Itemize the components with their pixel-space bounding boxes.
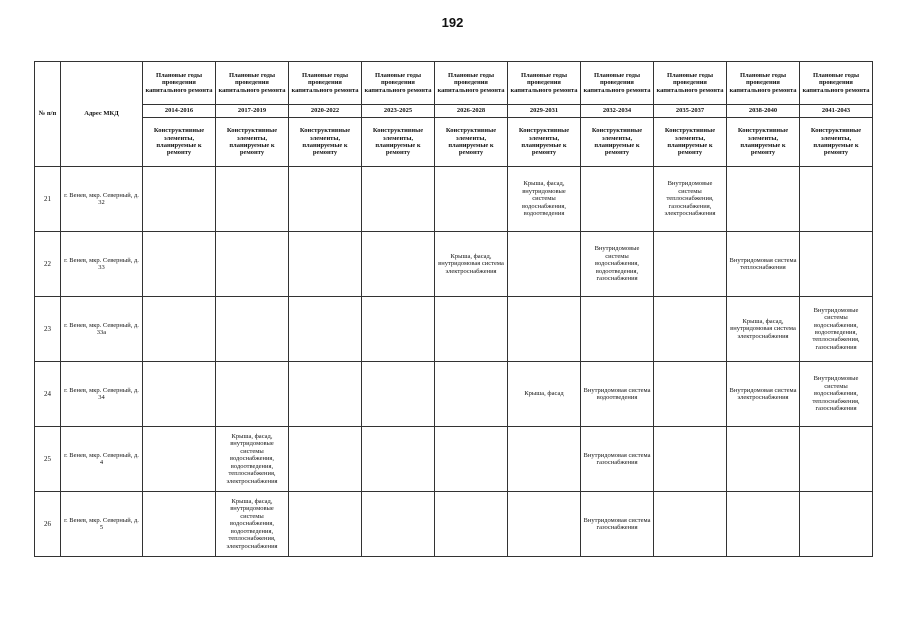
column-header-number: № п/п xyxy=(35,62,61,167)
period-years: 2020-2022 xyxy=(289,105,362,118)
repair-cell xyxy=(289,297,362,362)
repair-cell xyxy=(143,297,216,362)
repair-cell xyxy=(581,297,654,362)
repair-cell xyxy=(727,167,800,232)
period-years: 2023-2025 xyxy=(362,105,435,118)
repair-cell xyxy=(216,232,289,297)
row-address: г. Венев, мкр. Северный, д. 33 xyxy=(61,232,143,297)
row-number: 23 xyxy=(35,297,61,362)
repair-cell: Внутридомовая система теплоснабжения xyxy=(727,232,800,297)
header-row-elements xyxy=(35,118,873,167)
repair-cell xyxy=(727,427,800,492)
repair-cell xyxy=(654,297,727,362)
table-row xyxy=(35,232,873,297)
repair-cell xyxy=(362,362,435,427)
period-title: Плановые годы проведения капитального ремонта xyxy=(216,62,289,105)
row-address: г. Венев, мкр. Северный, д. 4 xyxy=(61,427,143,492)
table-row xyxy=(35,297,873,362)
elements-label: Конструктивные элементы, планируемые к ремонту xyxy=(654,118,727,167)
repair-cell xyxy=(216,167,289,232)
row-number: 26 xyxy=(35,492,61,557)
header-row-years xyxy=(35,105,873,118)
repair-cell xyxy=(800,167,873,232)
period-years: 2017-2019 xyxy=(216,105,289,118)
repair-cell: Внутридомовая система газоснабжения xyxy=(581,427,654,492)
period-title: Плановые годы проведения капитального ремонта xyxy=(143,62,216,105)
repair-cell xyxy=(289,362,362,427)
period-years: 2014-2016 xyxy=(143,105,216,118)
repair-cell xyxy=(362,427,435,492)
repair-cell xyxy=(143,362,216,427)
period-years: 2038-2040 xyxy=(727,105,800,118)
repair-cell xyxy=(654,232,727,297)
repair-cell xyxy=(362,492,435,557)
repair-cell xyxy=(654,362,727,427)
repair-cell: Крыша, фасад, внутридомовые системы водоснабжения, водоотведения xyxy=(508,167,581,232)
repair-cell xyxy=(508,492,581,557)
elements-label: Конструктивные элементы, планируемые к ремонту xyxy=(289,118,362,167)
elements-label: Конструктивные элементы, планируемые к ремонту xyxy=(727,118,800,167)
repair-cell: Внутридомовая система газоснабжения xyxy=(581,492,654,557)
row-number: 22 xyxy=(35,232,61,297)
column-header-address: Адрес МКД xyxy=(61,62,143,167)
header-row-titles xyxy=(35,62,873,105)
repair-cell: Внутридомовая система электроснабжения xyxy=(727,362,800,427)
period-title: Плановые годы проведения капитального ремонта xyxy=(362,62,435,105)
period-years: 2041-2043 xyxy=(800,105,873,118)
period-title: Плановые годы проведения капитального ремонта xyxy=(435,62,508,105)
table-row xyxy=(35,492,873,557)
elements-label: Конструктивные элементы, планируемые к ремонту xyxy=(216,118,289,167)
repair-cell xyxy=(654,492,727,557)
repair-cell: Крыша, фасад, внутридомовые системы водоснабжения, водоотведения, теплоснабжения, электроснабжения xyxy=(216,427,289,492)
period-years: 2035-2037 xyxy=(654,105,727,118)
repair-cell: Внутридомовая система водоотведения xyxy=(581,362,654,427)
repair-cell: Крыша, фасад xyxy=(508,362,581,427)
elements-label: Конструктивные элементы, планируемые к ремонту xyxy=(143,118,216,167)
table-row xyxy=(35,362,873,427)
row-address: г. Венев, мкр. Северный, д. 32 xyxy=(61,167,143,232)
repair-cell xyxy=(581,167,654,232)
repair-cell xyxy=(143,167,216,232)
row-number: 24 xyxy=(35,362,61,427)
row-address: г. Венев, мкр. Северный, д. 33а xyxy=(61,297,143,362)
repair-cell xyxy=(289,232,362,297)
repair-cell xyxy=(289,167,362,232)
repair-cell xyxy=(362,232,435,297)
period-years: 2029-2031 xyxy=(508,105,581,118)
repair-cell xyxy=(289,427,362,492)
capital-repair-schedule-table xyxy=(34,61,873,557)
repair-cell: Внутридомовые системы водоснабжения, водоотведения, газоснабжения xyxy=(581,232,654,297)
repair-cell xyxy=(216,362,289,427)
period-title: Плановые годы проведения капитального ремонта xyxy=(800,62,873,105)
elements-label: Конструктивные элементы, планируемые к ремонту xyxy=(581,118,654,167)
repair-cell xyxy=(727,492,800,557)
repair-cell xyxy=(362,167,435,232)
table-row xyxy=(35,427,873,492)
repair-cell: Внутридомовые системы водоснабжения, водоотведения, теплоснабжения, газоснабжения xyxy=(800,297,873,362)
row-address: г. Венев, мкр. Северный, д. 34 xyxy=(61,362,143,427)
repair-cell xyxy=(508,232,581,297)
repair-cell xyxy=(800,427,873,492)
repair-cell: Внутридомовые системы теплоснабжения, газоснабжения, электроснабжения xyxy=(654,167,727,232)
repair-cell xyxy=(654,427,727,492)
repair-cell xyxy=(216,297,289,362)
table-row xyxy=(35,167,873,232)
repair-cell: Крыша, фасад, внутридомовая система электроснабжения xyxy=(435,232,508,297)
period-years: 2032-2034 xyxy=(581,105,654,118)
period-title: Плановые годы проведения капитального ремонта xyxy=(654,62,727,105)
elements-label: Конструктивные элементы, планируемые к ремонту xyxy=(508,118,581,167)
repair-cell xyxy=(435,427,508,492)
repair-cell xyxy=(435,167,508,232)
row-number: 25 xyxy=(35,427,61,492)
period-years: 2026-2028 xyxy=(435,105,508,118)
repair-cell xyxy=(362,297,435,362)
repair-cell: Внутридомовые системы водоснабжения, теплоснабжения, газоснабжения xyxy=(800,362,873,427)
row-address: г. Венев, мкр. Северный, д. 5 xyxy=(61,492,143,557)
period-title: Плановые годы проведения капитального ремонта xyxy=(727,62,800,105)
repair-cell xyxy=(435,297,508,362)
repair-cell xyxy=(435,362,508,427)
repair-cell: Крыша, фасад, внутридомовые системы водоснабжения, водоотведения, теплоснабжения, электроснабжения xyxy=(216,492,289,557)
repair-cell xyxy=(143,232,216,297)
page-number: 192 xyxy=(441,15,464,30)
period-title: Плановые годы проведения капитального ремонта xyxy=(508,62,581,105)
row-number: 21 xyxy=(35,167,61,232)
repair-cell xyxy=(800,232,873,297)
repair-cell xyxy=(435,492,508,557)
period-title: Плановые годы проведения капитального ремонта xyxy=(289,62,362,105)
repair-cell xyxy=(143,427,216,492)
repair-cell xyxy=(508,427,581,492)
elements-label: Конструктивные элементы, планируемые к ремонту xyxy=(362,118,435,167)
elements-label: Конструктивные элементы, планируемые к ремонту xyxy=(800,118,873,167)
period-title: Плановые годы проведения капитального ремонта xyxy=(581,62,654,105)
repair-cell xyxy=(508,297,581,362)
elements-label: Конструктивные элементы, планируемые к ремонту xyxy=(435,118,508,167)
repair-cell: Крыша, фасад, внутридомовая система электроснабжения xyxy=(727,297,800,362)
repair-cell xyxy=(800,492,873,557)
repair-cell xyxy=(143,492,216,557)
repair-cell xyxy=(289,492,362,557)
